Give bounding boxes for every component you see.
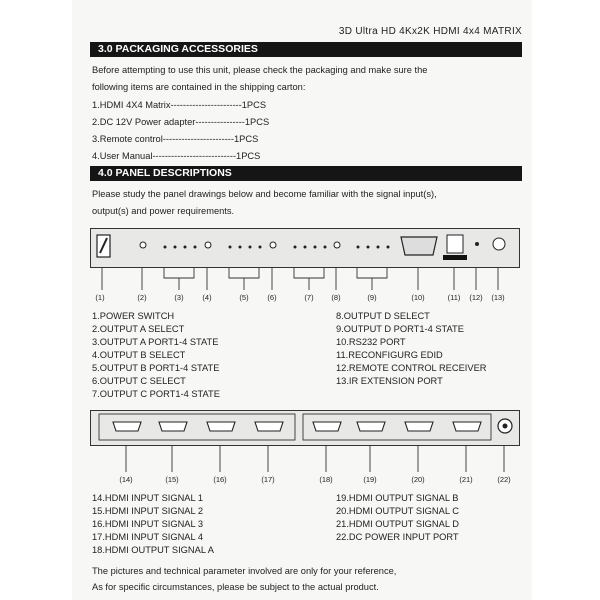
callout-label: (8) xyxy=(331,293,341,302)
legend-item: 11.RECONFIGURG EDID xyxy=(336,350,443,360)
front-panel-drawing xyxy=(90,228,520,268)
output-c-select-button-icon xyxy=(270,242,276,248)
hdmi-input-2-icon xyxy=(159,422,187,431)
legend-item: 9.OUTPUT D PORT1-4 STATE xyxy=(336,324,464,334)
front-callout-leaders xyxy=(90,268,520,304)
rs232-port-icon xyxy=(401,237,437,255)
section-heading-packaging: 3.0 PACKAGING ACCESSORIES xyxy=(90,42,522,57)
packaging-list xyxy=(92,97,269,165)
legend-item: 6.OUTPUT C SELECT xyxy=(92,376,186,386)
legend-item: 4.OUTPUT B SELECT xyxy=(92,350,186,360)
legend-item: 15.HDMI INPUT SIGNAL 2 xyxy=(92,506,204,516)
output-c-leds xyxy=(294,246,327,249)
rear-panel-drawing xyxy=(90,410,520,446)
hdmi-input-4-icon xyxy=(255,422,283,431)
packaging-intro xyxy=(92,62,427,96)
section-heading-panel: 4.0 PANEL DESCRIPTIONS xyxy=(90,166,522,181)
hdmi-output-a-icon xyxy=(313,422,341,431)
callout-label: (7) xyxy=(304,293,314,302)
callout-label: (17) xyxy=(261,475,275,484)
legend-item: 13.IR EXTENSION PORT xyxy=(336,376,443,386)
legend-item: 12.REMOTE CONTROL RECEIVER xyxy=(336,363,487,373)
output-b-select-button-icon xyxy=(205,242,211,248)
front-legend-left xyxy=(92,310,220,401)
callout-label: (10) xyxy=(411,293,425,302)
legend-item: 21.HDMI OUTPUT SIGNAL D xyxy=(336,519,459,529)
output-a-select-button-icon xyxy=(140,242,146,248)
rear-callout-leaders xyxy=(90,446,520,486)
edid-label-block xyxy=(443,255,467,260)
list-item: 3.Remote control-----------------------1PCS xyxy=(92,134,259,144)
callout-label: (11) xyxy=(447,293,461,302)
callout-label: (22) xyxy=(497,475,511,484)
legend-item: 14.HDMI INPUT SIGNAL 1 xyxy=(92,493,204,503)
legend-item: 17.HDMI INPUT SIGNAL 4 xyxy=(92,532,204,542)
legend-item: 10.RS232 PORT xyxy=(336,337,406,347)
manual-page xyxy=(72,0,532,600)
callout-label: (4) xyxy=(202,293,212,302)
list-item: 1.HDMI 4X4 Matrix-----------------------1PCS xyxy=(92,100,267,110)
legend-item: 22.DC POWER INPUT PORT xyxy=(336,532,459,542)
callout-label: (19) xyxy=(363,475,377,484)
rear-legend-right xyxy=(336,492,459,544)
rear-legend-left xyxy=(92,492,214,557)
callout-label: (18) xyxy=(319,475,333,484)
rear-panel-svg xyxy=(91,411,519,445)
callout-label: (3) xyxy=(174,293,184,302)
callout-label: (9) xyxy=(367,293,377,302)
callout-label: (1) xyxy=(95,293,105,302)
ir-receiver-icon xyxy=(475,242,479,246)
callout-label: (12) xyxy=(469,293,483,302)
callout-label: (14) xyxy=(119,475,133,484)
legend-item: 19.HDMI OUTPUT SIGNAL B xyxy=(336,493,459,503)
callout-label: (6) xyxy=(267,293,277,302)
ir-extension-port-icon xyxy=(493,238,505,250)
hdmi-output-d-icon xyxy=(453,422,481,431)
packaging-intro-line: following items are contained in the shipping carton: xyxy=(92,82,306,92)
legend-item: 5.OUTPUT B PORT1-4 STATE xyxy=(92,363,220,373)
legend-item: 2.OUTPUT A SELECT xyxy=(92,324,185,334)
callout-label: (13) xyxy=(491,293,505,302)
output-a-leds xyxy=(164,246,197,249)
legend-item: 7.OUTPUT C PORT1-4 STATE xyxy=(92,389,220,399)
legend-item: 18.HDMI OUTPUT SIGNAL A xyxy=(92,545,214,555)
document-title: 3D Ultra HD 4Kx2K HDMI 4x4 MATRIX xyxy=(338,26,522,37)
left-margin xyxy=(0,0,72,600)
panel-intro xyxy=(92,186,437,220)
legend-item: 8.OUTPUT D SELECT xyxy=(336,311,430,321)
callout-label: (15) xyxy=(165,475,179,484)
hdmi-input-1-icon xyxy=(113,422,141,431)
output-d-select-button-icon xyxy=(334,242,340,248)
callout-label: (20) xyxy=(411,475,425,484)
panel-intro-line: output(s) and power requirements. xyxy=(92,206,235,216)
hdmi-output-c-icon xyxy=(405,422,433,431)
edid-switch-icon xyxy=(447,235,463,253)
list-item: 4.User Manual---------------------------1PCS xyxy=(92,151,261,161)
callout-label: (2) xyxy=(137,293,147,302)
panel-intro-line: Please study the panel drawings below and become familiar with the signal input(s), xyxy=(92,189,437,199)
front-panel-svg xyxy=(91,229,519,267)
hdmi-input-3-icon xyxy=(207,422,235,431)
legend-item: 20.HDMI OUTPUT SIGNAL C xyxy=(336,506,459,516)
callout-label: (16) xyxy=(213,475,227,484)
hdmi-output-b-icon xyxy=(357,422,385,431)
footer-note xyxy=(92,563,396,595)
front-legend-right xyxy=(336,310,487,388)
packaging-intro-line: Before attempting to use this unit, please check the packaging and make sure the xyxy=(92,65,428,75)
legend-item: 16.HDMI INPUT SIGNAL 3 xyxy=(92,519,204,529)
output-b-leds xyxy=(229,246,262,249)
callout-label: (5) xyxy=(239,293,249,302)
footer-line: The pictures and technical parameter involved are only for your reference, xyxy=(92,566,397,576)
output-d-leds xyxy=(357,246,390,249)
list-item: 2.DC 12V Power adapter----------------1PCS xyxy=(92,117,270,127)
dc-power-jack-pin xyxy=(503,424,508,429)
footer-line: As for specific circumstances, please be subject to the actual product. xyxy=(92,582,379,592)
callout-label: (21) xyxy=(459,475,473,484)
right-margin xyxy=(528,0,600,600)
legend-item: 3.OUTPUT A PORT1-4 STATE xyxy=(92,337,219,347)
legend-item: 1.POWER SWITCH xyxy=(92,311,175,321)
